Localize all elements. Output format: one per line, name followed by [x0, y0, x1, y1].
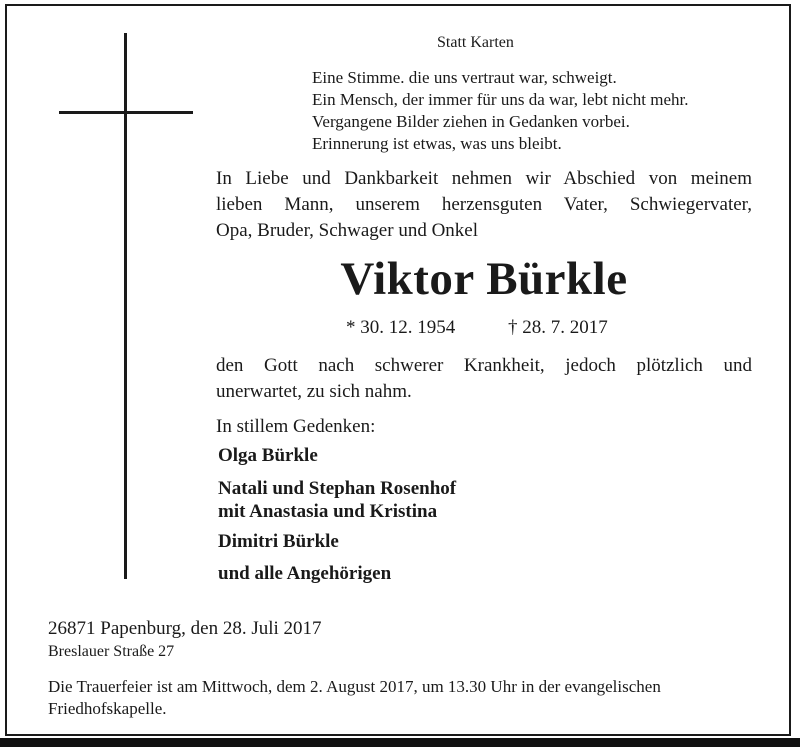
funeral-line: Die Trauerfeier ist am Mittwoch, dem 2. August 2017, um 13.30 Uhr in der evangelischen: [48, 677, 661, 696]
mourner-name: Dimitri Bürkle: [218, 531, 339, 552]
intro-line: lieben Mann, unserem herzensguten Vater, Schwiegervater,: [216, 194, 752, 215]
mourner-name: Olga Bürkle: [218, 445, 318, 466]
mourner-name: und alle Angehörigen: [218, 563, 392, 584]
memory-heading: In stillem Gedenken:: [216, 416, 376, 437]
poem: [312, 67, 689, 155]
cross-vertical-beam: [124, 33, 127, 579]
passing-text: [216, 353, 752, 405]
poem-line: Ein Mensch, der immer für uns da war, lebt nicht mehr.: [312, 90, 689, 109]
intro-text: [216, 166, 752, 244]
death-date: † 28. 7. 2017: [508, 317, 608, 338]
birth-date: * 30. 12. 1954: [346, 317, 456, 338]
place-date: 26871 Papenburg, den 28. Juli 2017: [48, 618, 322, 639]
intro-line: Opa, Bruder, Schwager und Onkel: [216, 220, 479, 241]
poem-line: Vergangene Bilder ziehen in Gedanken vorbei.: [312, 112, 630, 131]
deceased-name: Viktor Bürkle: [340, 253, 628, 305]
mourner-name: Natali und Stephan Rosenhof: [218, 478, 457, 499]
cross-horizontal-beam: [59, 111, 193, 114]
bottom-bar: [0, 738, 800, 747]
poem-line: Eine Stimme. die uns vertraut war, schweigt.: [312, 68, 617, 87]
poem-line: Erinnerung ist etwas, was uns bleibt.: [312, 134, 562, 153]
mourner-name: mit Anastasia und Kristina: [218, 501, 438, 522]
funeral-info: [48, 676, 758, 720]
header-statt-karten: Statt Karten: [437, 34, 514, 51]
street-address: Breslauer Straße 27: [48, 643, 175, 660]
passing-line: den Gott nach schwerer Krankheit, jedoch plötzlich und: [216, 355, 752, 376]
passing-line: unerwartet, zu sich nahm.: [216, 381, 412, 402]
funeral-line: Friedhofskapelle.: [48, 699, 167, 718]
intro-line: In Liebe und Dankbarkeit nehmen wir Abschied von meinem: [216, 168, 752, 189]
